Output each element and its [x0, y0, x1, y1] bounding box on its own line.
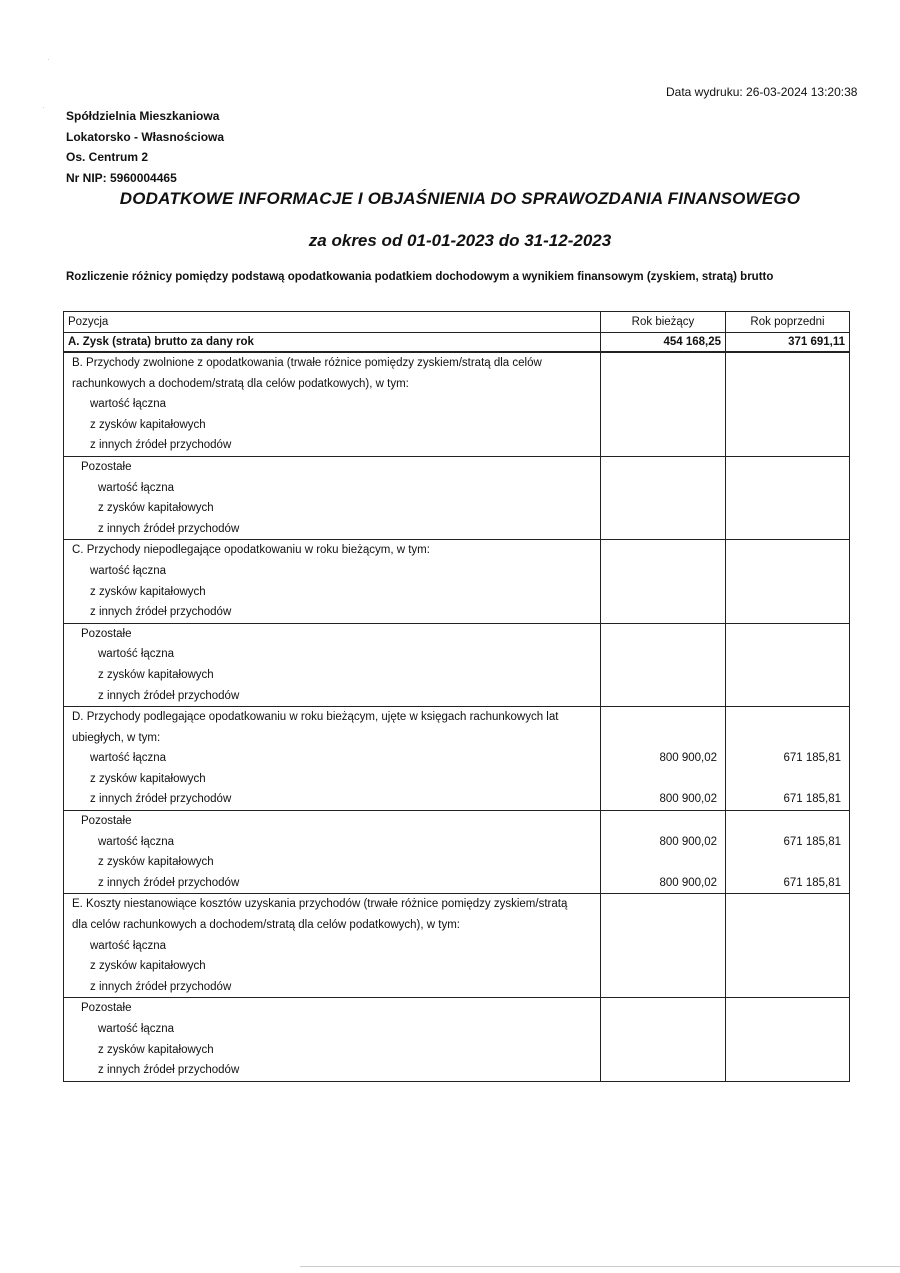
- row-e-title-line1: E. Koszty niestanowiące kosztów uzyskania przychodów (trwałe różnice pomiędzy zyskiem/stratą: [72, 898, 568, 911]
- table-row-c-remaining: [64, 623, 850, 706]
- row-c-other-label: z innych źródeł przychodów: [90, 606, 232, 619]
- company-name-line1: Spółdzielnia Mieszkaniowa: [66, 109, 220, 123]
- scan-speck: ·: [47, 55, 50, 64]
- table-header-row: [64, 312, 850, 333]
- row-c-title: C. Przychody niepodlegające opodatkowaniu w roku bieżącym, w tym:: [72, 544, 430, 557]
- row-c-previous: [726, 540, 850, 623]
- row-d-previous: [726, 707, 850, 811]
- row-c-remaining-current: [601, 623, 726, 706]
- row-a-label: A. Zysk (strata) brutto za dany rok: [64, 333, 601, 353]
- row-a-current: 454 168,25: [601, 333, 726, 353]
- row-d-other-previous: 671 185,81: [783, 793, 841, 806]
- row-b-remaining-labels: [64, 456, 601, 539]
- row-b-remaining-total-label: wartość łączna: [98, 481, 175, 494]
- row-c-labels: [64, 540, 601, 623]
- header-position: Pozycja: [64, 312, 601, 333]
- row-d-other-label: z innych źródeł przychodów: [90, 793, 232, 806]
- row-b-title-line2: rachunkowych a dochodem/stratą dla celów podatkowych), w tym:: [72, 377, 409, 390]
- row-c-remaining-total-label: wartość łączna: [98, 648, 175, 661]
- table-row-d: [64, 707, 850, 811]
- row-b-remaining-previous: [726, 456, 850, 539]
- row-e-remaining-title: Pozostałe: [81, 1002, 132, 1015]
- row-b-remaining-other-label: z innych źródeł przychodów: [98, 522, 240, 535]
- row-e-previous: [726, 894, 850, 998]
- row-d-capital-label: z zysków kapitałowych: [90, 772, 206, 785]
- row-d-remaining-previous: [726, 811, 850, 894]
- table-row-e: [64, 894, 850, 998]
- row-d-other-current: 800 900,02: [659, 793, 717, 806]
- row-b-other-label: z innych źródeł przychodów: [90, 439, 232, 452]
- row-e-labels: [64, 894, 601, 998]
- row-d-remaining-capital-label: z zysków kapitałowych: [98, 856, 214, 869]
- reconciliation-table: [63, 311, 850, 1082]
- row-e-remaining-current: [601, 998, 726, 1081]
- row-c-remaining-title: Pozostałe: [81, 627, 132, 640]
- row-b-total-label: wartość łączna: [90, 398, 167, 411]
- row-b-previous: [726, 352, 850, 456]
- print-date: Data wydruku: 26-03-2024 13:20:38: [666, 85, 858, 99]
- row-e-title-line2: dla celów rachunkowych a dochodem/stratą dla celów podatkowych), w tym:: [72, 919, 460, 932]
- scan-edge-line: [300, 1266, 900, 1267]
- row-d-total-current: 800 900,02: [659, 752, 717, 765]
- section-heading: Rozliczenie różnicy pomiędzy podstawą opodatkowania podatkiem dochodowym a wynikiem finansowym (zyskiem, stratą) brutto: [66, 271, 774, 283]
- document-title: DODATKOWE INFORMACJE I OBJAŚNIENIA DO SPRAWOZDANIA FINANSOWEGO: [119, 189, 801, 208]
- row-d-remaining-total-label: wartość łączna: [98, 835, 175, 848]
- row-c-remaining-previous: [726, 623, 850, 706]
- row-d-labels: [64, 707, 601, 811]
- row-d-title-line2: ubiegłych, w tym:: [72, 731, 161, 744]
- row-c-capital-label: z zysków kapitałowych: [90, 585, 206, 598]
- table-row-c: [64, 540, 850, 623]
- row-e-total-label: wartość łączna: [90, 939, 167, 952]
- document-period: za okres od 01-01-2023 do 31-12-2023: [308, 231, 612, 250]
- row-c-remaining-other-label: z innych źródeł przychodów: [98, 689, 240, 702]
- company-nip: Nr NIP: 5960004465: [66, 170, 177, 185]
- row-e-remaining-other-label: z innych źródeł przychodów: [98, 1064, 240, 1077]
- row-e-remaining-previous: [726, 998, 850, 1081]
- company-address: Os. Centrum 2: [66, 150, 149, 164]
- row-d-remaining-other-previous: 671 185,81: [783, 876, 841, 889]
- header-previous-year: Rok poprzedni: [726, 312, 850, 333]
- row-e-remaining-total-label: wartość łączna: [98, 1023, 175, 1035]
- row-d-total-label: wartość łączna: [90, 752, 167, 765]
- table-row-b: [64, 352, 850, 456]
- table-row-e-remaining: [64, 998, 850, 1081]
- row-b-remaining-title: Pozostałe: [81, 460, 132, 473]
- row-c-remaining-labels: [64, 623, 601, 706]
- header-current-year: Rok bieżący: [601, 312, 726, 333]
- row-a-previous: 371 691,11: [726, 333, 850, 353]
- row-d-remaining-other-current: 800 900,02: [659, 876, 717, 889]
- row-e-other-label: z innych źródeł przychodów: [90, 980, 232, 993]
- row-d-remaining-total-previous: 671 185,81: [783, 835, 841, 848]
- row-c-remaining-capital-label: z zysków kapitałowych: [98, 668, 214, 681]
- row-d-remaining-current: [601, 811, 726, 894]
- row-e-capital-label: z zysków kapitałowych: [90, 960, 206, 973]
- company-name-line2: Lokatorsko - Własnościowa: [66, 129, 225, 144]
- table-row-b-remaining: [64, 456, 850, 539]
- row-d-total-previous: 671 185,81: [783, 752, 841, 765]
- row-b-remaining-capital-label: z zysków kapitałowych: [98, 502, 214, 515]
- row-d-current: [601, 707, 726, 811]
- row-e-current: [601, 894, 726, 998]
- row-d-remaining-title: Pozostałe: [81, 815, 132, 828]
- row-d-title-line1: D. Przychody podlegające opodatkowaniu w roku bieżącym, ujęte w księgach rachunkowych lat: [72, 711, 559, 724]
- row-e-remaining-capital-label: z zysków kapitałowych: [98, 1043, 214, 1056]
- row-e-remaining-labels: [64, 998, 601, 1081]
- row-b-labels: [64, 352, 601, 456]
- row-b-title-line1: B. Przychody zwolnione z opodatkowania (trwałe różnice pomiędzy zyskiem/stratą dla celów: [72, 357, 542, 369]
- scan-speck: ·: [42, 103, 45, 112]
- row-b-remaining-current: [601, 456, 726, 539]
- row-c-current: [601, 540, 726, 623]
- row-d-remaining-total-current: 800 900,02: [659, 835, 717, 848]
- table-row-a: [64, 333, 850, 353]
- table-row-d-remaining: [64, 811, 850, 894]
- row-d-remaining-other-label: z innych źródeł przychodów: [98, 876, 240, 889]
- row-c-total-label: wartość łączna: [90, 564, 167, 577]
- row-b-capital-label: z zysków kapitałowych: [90, 418, 206, 431]
- row-d-remaining-labels: [64, 811, 601, 894]
- row-b-current: [601, 352, 726, 456]
- company-info: [66, 106, 224, 188]
